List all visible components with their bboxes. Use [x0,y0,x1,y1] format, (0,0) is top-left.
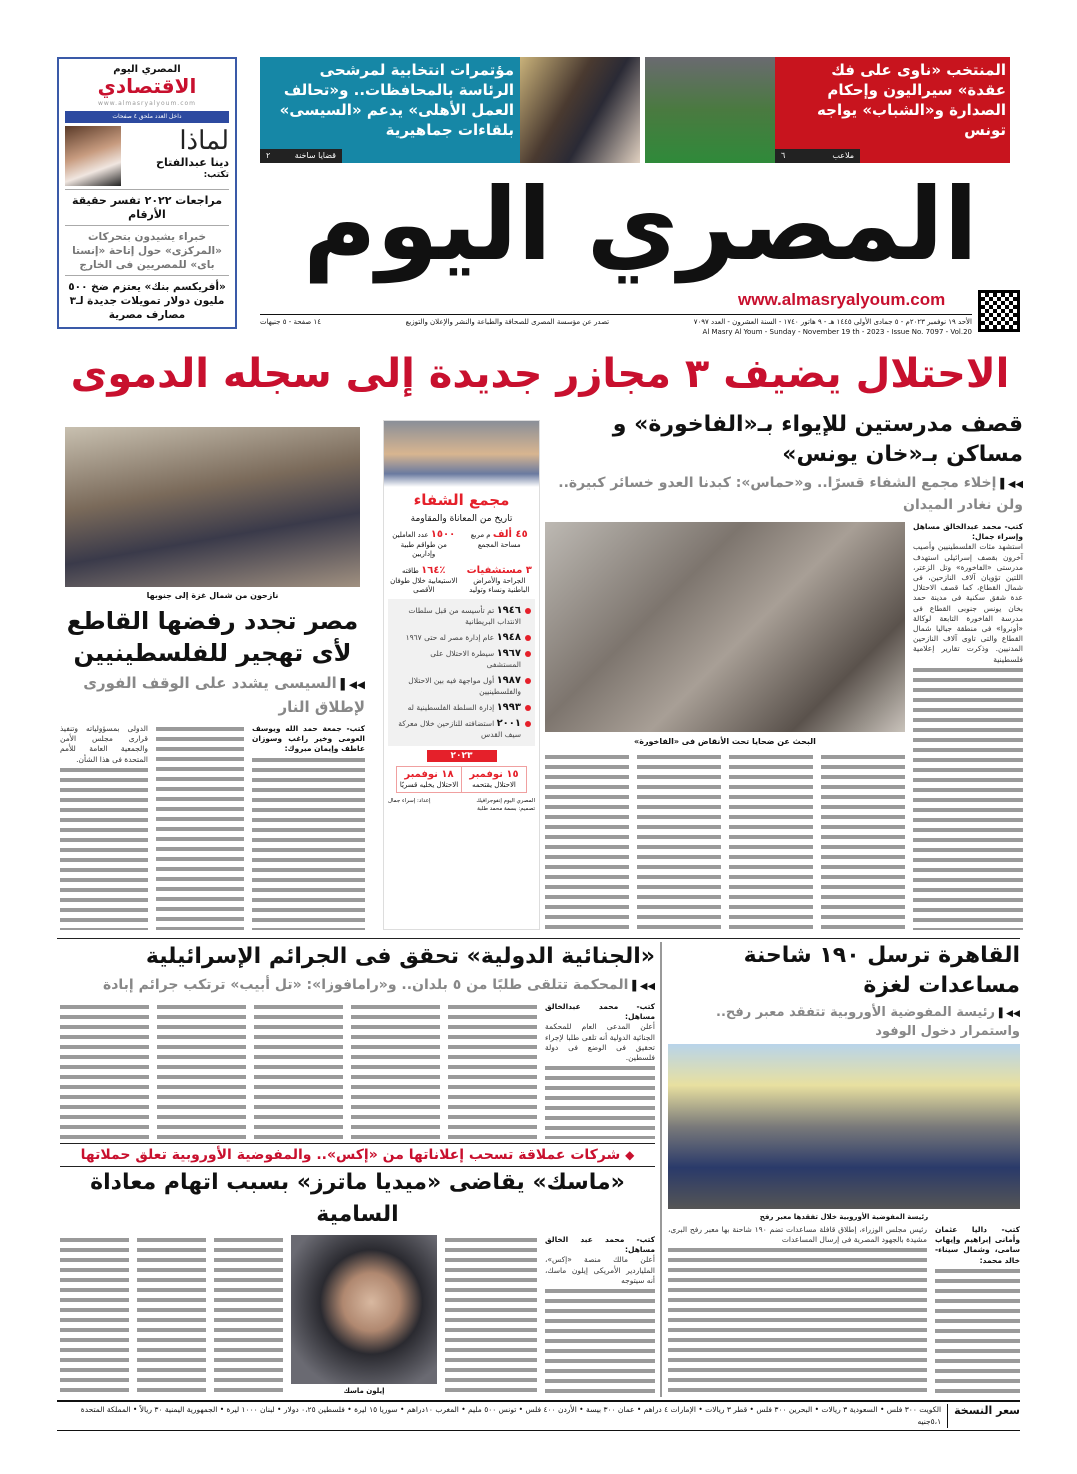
teaser-text: شركات عملاقة تسحب إعلاناتها من «إكس».. والمفوضية الأوروبية تعلق حملاتها [80,1147,621,1163]
icc-lead: أعلن المدعى العام للمحكمة الجنائية الدولية أنه تلقى طلبا لإجراء تحقيق فى الوضع فى دولة فلسطين. [545,1022,655,1063]
issue-date-ar: الأحد ١٩ نوفمبر ٢٠٢٣م - ٥ جمادى الأولى ١٤٤٥ هـ - ٩ هاتور ١٧٤٠ - السنة العشرون - العدد ٧٠٩٧ [693,318,972,326]
timeline [388,599,535,746]
stat-label: الاستيعابية خلال طوفان الأقصى [390,577,458,594]
text-column [157,1002,246,1139]
stat-value: ١٥٠٠ [430,529,456,540]
timeline-text: سيطرة الاحتلال على المستشفى [430,649,521,669]
text-column [351,1002,440,1139]
aid-lead: رئيس مجلس الوزراء، إطلاق قافلة مساعدات تضم ١٩٠ شاحنة بها معبر رفح البرى، مشيدة بالجهود المصرية فى إرسال المساعدات [668,1225,927,1245]
hospital-photo [384,421,539,487]
stat-item [389,565,459,595]
stat-value: ٣ مستشفيات [466,565,532,576]
stat-value: ٪١٦٤ [421,565,446,576]
gaza-byline: كتب- محمد عبدالخالق مساهل وإسراء جمال: [913,522,1023,542]
text-column [637,752,721,930]
timeline-item [394,648,531,670]
event-item [397,767,461,792]
aid-article-column [935,1225,1020,1396]
economy-item[interactable]: مراجعات ٢٠٢٢ تفسر حقيقة الأرقام [65,189,229,222]
rafah-photo [668,1044,1020,1209]
text-column [445,1235,537,1396]
stat-item [389,529,459,559]
stat-item [465,565,535,595]
sports-photo [645,57,775,163]
text-column [60,1235,129,1396]
event-item [461,767,526,792]
stat-item [465,529,535,559]
stat-value: ٤٥ ألف [492,529,528,540]
aid-story [668,941,1020,1396]
economy-logo [65,64,229,97]
section-label: قضايا ساخنة [294,151,336,160]
timeline-item [394,605,531,627]
stats-grid [384,529,539,595]
column-divider [660,942,662,1397]
timeline-item [394,632,531,643]
text-lines [252,755,365,930]
timeline-year: ١٩٤٨ [496,632,521,643]
aid-photo-caption: رئيسة المفوضية الأوروبية خلال تفقدها معبر رفح [759,1213,929,1221]
musk-photo [291,1235,437,1384]
text-column [254,1002,343,1139]
aid-byline: كتب- داليا عثمان وأمانى إبراهيم وإيهاب سامى، وشمال سيناء- خالد محمد: [935,1225,1020,1265]
text-lines [913,665,1023,930]
egypt-article-column [252,724,365,930]
column-text [127,126,229,186]
timeline-year: ١٩٦٧ [496,648,521,659]
timeline-item [394,718,531,740]
text-column [545,752,629,930]
economy-url: www.almasryalyoum.com [97,100,197,107]
aid-headline[interactable]: القاهرة ترسل ١٩٠ شاحنة مساعدات لغزة [743,943,1020,998]
icc-story [60,941,655,1139]
gaza-photo-caption: البحث عن ضحايا تحت الأنقاض فى «الفاخورة» [634,737,816,746]
credit: إعداد: إسراء جمال [388,798,431,804]
text-column [448,1002,537,1139]
gaza-text-columns [545,752,905,930]
stat-unit: طاقته [401,567,419,575]
author-writes: تكتب: [203,170,229,180]
icc-headline[interactable]: «الجنائية الدولية» تحقق فى الجرائم الإسرائيلية [145,944,655,969]
aid-subhead: ◀◀▌ رئيسة المفوضية الأوروبية تتفقد معبر رفح.. واستمرار دخول الوفود [668,1004,1020,1041]
icc-article-column [545,1002,655,1139]
economy-item[interactable]: خبراء يشيدون بتحركات «المركزى» حول إتاحة «إنستا باى» للمصريين فى الخارج [65,225,229,272]
text-column [729,752,813,930]
website-url[interactable]: www.almasryalyoum.com [738,290,946,309]
gaza-photo [545,522,905,732]
column-title: لماذا [179,126,229,156]
icc-byline: كتب- محمد عبدالخالق مساهل: [545,1002,655,1022]
issue-date-en: Al Masry Al Youm - Sunday - November 19 th - 2023 - Issue No. 7097 - Vol.20 [702,328,972,336]
events-box [396,766,527,793]
politics-photo [520,57,640,163]
egypt-headline[interactable]: مصر تجدد رفضها القاطع لأى تهجير للفلسطينيين [66,607,359,667]
displaced-photo [65,427,360,587]
diamond-icon: ◆ [625,1148,635,1162]
economy-item[interactable]: «أفريكسم بنك» يعتزم ضخ ٥٠٠ مليون دولار تمويلات جديدة لـ٣ مصارف مصرية [65,275,229,322]
section-label: ملاعب [832,151,854,160]
gaza-story [545,410,1023,930]
economy-logo-small: المصري اليوم [113,64,181,75]
timeline-year: ١٩٨٧ [496,675,521,686]
year-badge: ٢٠٢٣ [427,750,497,762]
column-teaser[interactable] [65,126,229,186]
timeline-text: تم تأسيسه من قبل سلطات الانتداب البريطانية [408,606,521,626]
text-column [821,752,905,930]
musk-story [60,1143,655,1396]
author-photo [65,126,121,186]
price-label: سعر النسخة [947,1404,1020,1428]
text-column [60,1002,149,1139]
timeline-text: عام إدارة مصر له حتى ١٩٦٧ [405,633,495,642]
publisher: تصدر عن مؤسسة المصرى للصحافة والطباعة والنشر والإعلان والتوزيع [405,318,610,326]
stat-label: من طواقم طبية وإداريين [400,541,447,558]
infographic-subtitle: تاريخ من المعاناة والمقاومة [410,514,513,524]
economy-logo-big: الاقتصادي [97,74,197,98]
credit: المصري اليوم إنفوجرافيك [476,798,535,804]
politics-banner[interactable] [260,57,640,163]
shifa-infographic [383,420,540,930]
page-number: ٢ [266,151,271,160]
infographic-credits [388,797,535,813]
sports-headline: المنتخب «ناوى على فك عقدة» سيراليون وإحكام الصدارة و«الشباب» يواجه تونس [817,61,1006,139]
economy-supplement-box[interactable] [57,57,237,329]
event-date: ١٨ نوفمبر [404,769,454,780]
price-list: الكويت ٣٠٠ فلس • السعودية ٣ ريالات • البحرين ٣٠٠ فلس • قطر ٣ ريالات • الإمارات ٤ دراهم • عمان ٣٠٠ بيسة • الأردن ٤٠٠ فلس • تونس ٥٠٠ مليم • المغرب ١٠دراهم • سوريا ١٥ ليرة • فلسطين ٠،٢٥ دولار • لبنان ١٠٠٠ ليرة • الجمهورية اليمنية ٣٠ ريالاً • المملكة المتحدة ٥،١جنيه [80,1405,942,1426]
divider [57,938,1020,939]
text-column [214,1235,283,1396]
event-text: الاحتلال يقتحمه [472,781,516,789]
pages-price: ١٤ صفحة - ٥ جنيهات [260,318,321,326]
icc-subhead: ◀◀▌ المحكمة تتلقى طلبًا من ٥ بلدان.. و«رامافوزا»: «تل أبيب» ترتكب جرائم إبادة [60,975,655,997]
timeline-item [394,675,531,697]
gaza-headline[interactable]: قصف مدرستين للإيواء بـ«الفاخورة» و مساكن بـ«خان يونس» [612,412,1023,467]
gaza-lead: استشهد مئات الفلسطينيين وأصيب آخرون بقصف إسرائيلى استهدف مدرستى «الفاخورة» وتل الزعتر، اللتين تؤويان آلاف النازحين، فى شمال القطاع، كما قصف الاحتلال عدة شقق سكنية فى مدينة حمد بخان يونس جنوبى القطاع فى مدرسة الفاخورة التابعة لوكالة «أونروا» فى منطقة جباليا شمال القطاع والتى تاوى آلاف النازحين المدنيين. وذكرت تقارير إعلامية فلسطينية [913,542,1023,664]
musk-headline[interactable]: «ماسك» يقاضى «ميديا ماترز» بسبب اتهام معاداة السامية [90,1170,625,1227]
masthead-logo[interactable]: المصري اليوم [303,166,978,283]
timeline-text: استضافته للنازحين خلال معركة سيف القدس [398,719,521,739]
text-column [156,724,244,930]
timeline-year: ١٩٩٣ [496,702,521,713]
event-date: ١٥ نوفمبر [469,769,519,780]
qr-code[interactable] [978,290,1020,332]
egypt-subhead: ◀◀▌ السيسى يشدد على الوقف الفورى لإطلاق النار [60,672,365,718]
timeline-year: ٢٠٠١ [496,718,521,729]
politics-headline: مؤتمرات انتخابية لمرشحى الرئاسة بالمحافظات.. و«تحالف العمل الأهلى» يدعم «السيسى» بلقاءات جماهيرية [279,61,514,139]
musk-photo-caption: إيلون ماسك [343,1387,385,1395]
text-column [60,724,148,930]
sports-banner[interactable] [645,57,1010,163]
infographic-title: مجمع الشفاء [413,491,510,509]
event-text: الاحتلال يخليه قسريًا [399,781,459,789]
stat-unit: عدد العاملين [392,531,429,539]
egypt-byline: كتب- جمعة حمد الله ويوسف العومى وخير راغب وسوزان عاطف وإيمان مبروك: [252,724,365,754]
text-column [137,1235,206,1396]
egypt-lead: الدولى بمسؤولياته وتنفيذ قرارى مجلس الأمن والجمعية العامة للأمم المتحدة فى هذا الشأن. [60,724,148,764]
main-headline[interactable]: الاحتلال يضيف ٣ مجازر جديدة إلى سجله الدموى [70,351,1010,397]
economy-strip: داخل العدد ملحق ٤ صفحات [65,111,229,123]
musk-byline: كتب- محمد عبد الخالق مساهل: [545,1235,655,1255]
egypt-photo-caption: نازحون من شمال غزة إلى جنوبها [146,591,279,600]
author-name: دينا عبدالفتاح [156,156,229,169]
price-footer [57,1400,1020,1431]
egypt-story [60,427,365,930]
stat-label: مساحة المجمع [477,541,521,549]
timeline-item [394,702,531,713]
timeline-text: إدارة السلطة الفلسطينية له [407,703,495,712]
page-number: ٦ [781,151,786,160]
gaza-subhead: ◀◀▌ إخلاء مجمع الشفاء قسرًا.. و«حماس»: كبدنا العدو خسائر كبيرة.. ولن نغادر الميدان [545,473,1023,515]
stat-label: الجراحة والأمراض الباطنية ونساء وتوليد [469,577,530,594]
gaza-article-column [913,522,1023,930]
x-teaser[interactable] [60,1143,655,1167]
stat-unit: م مربع [470,531,491,539]
aid-text-columns [668,1225,927,1396]
issue-info-line [260,314,972,337]
timeline-year: ١٩٤٦ [496,605,521,616]
timeline-text: أول مواجهة فيه بين الاحتلال والفلسطينيين [408,676,521,696]
musk-article-column [545,1235,655,1396]
musk-lead: أعلن مالك منصة «إكس»، الملياردير الأمريكى إيلون ماسك، أنه سيتوجه [545,1255,655,1285]
credit: تصميم: بسمة محمد طلبة [477,806,535,812]
